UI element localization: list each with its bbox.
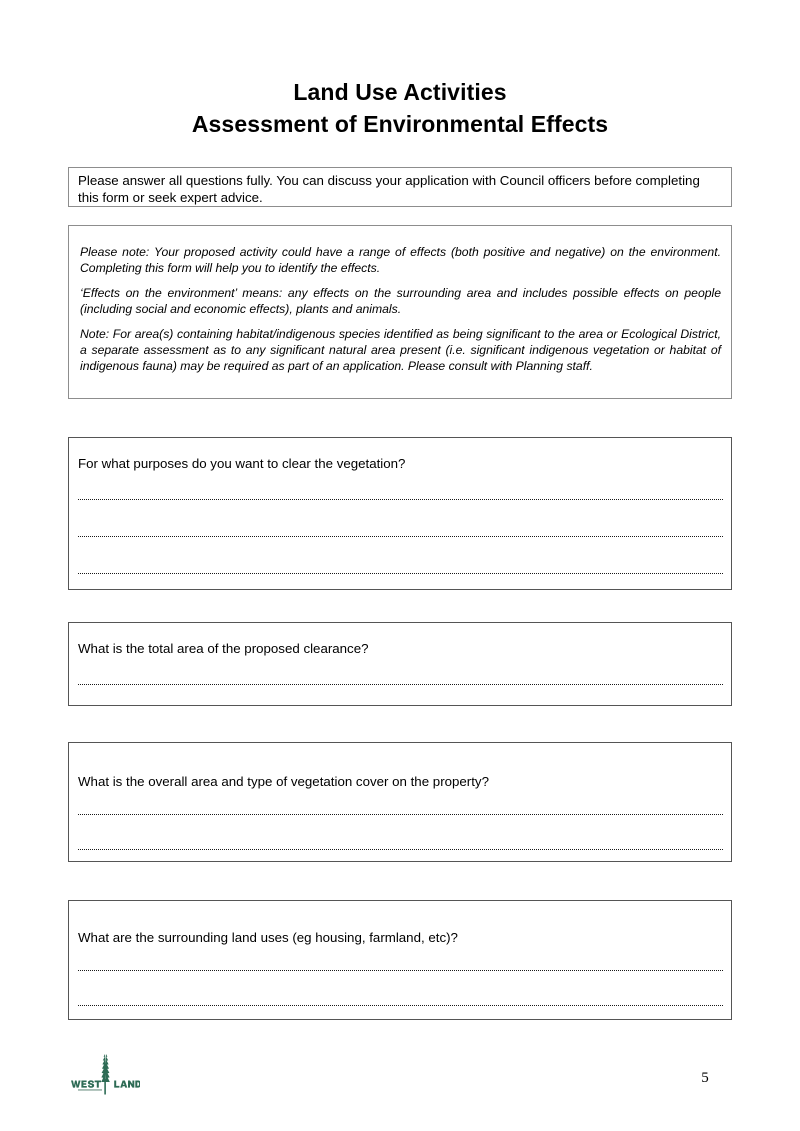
question-box-q3 [68, 742, 732, 862]
answer-line-q3-1[interactable] [78, 813, 723, 815]
answer-line-q1-2[interactable] [78, 535, 723, 537]
question-box-q4 [68, 900, 732, 1020]
answer-line-q3-2[interactable] [78, 848, 723, 850]
question-label-q3: What is the overall area and type of vegetation cover on the property? [78, 774, 489, 789]
note-paragraph-2: ‘Effects on the environment’ means: any effects on the surrounding area and includes possible effects on people (including social and economic effects), plants and animals. [80, 286, 721, 316]
answer-line-q2-1[interactable] [78, 683, 723, 685]
question-label-q1: For what purposes do you want to clear the vegetation? [78, 456, 406, 471]
instruction-box [68, 167, 732, 207]
note-paragraph-3: Note: For area(s) containing habitat/indigenous species identified as being significant to the area or Ecological District, a separate assessment as to any significant natural area present (i.e. significant indigenous vegetation or habitat of indigenous fauna) may be required as part of an application. Please consult with Planning staff. [80, 327, 721, 373]
page-title-line-2: Assessment of Environmental Effects [191, 111, 609, 137]
question-label-q4: What are the surrounding land uses (eg housing, farmland, etc)? [78, 930, 458, 945]
note-paragraph-1: Please note: Your proposed activity could have a range of effects (both positive and negative) on the environment. Completing this form will help you to identify the effects. [80, 245, 721, 275]
answer-line-q1-3[interactable] [78, 572, 723, 574]
question-label-q2: What is the total area of the proposed clearance? [78, 641, 369, 656]
question-box-q1 [68, 437, 732, 590]
answer-line-q1-1[interactable] [78, 498, 723, 500]
question-box-q2 [68, 622, 732, 706]
page-title-line-1: Land Use Activities [293, 79, 507, 105]
page-title [68, 76, 732, 140]
fern-tree-icon [70, 1052, 140, 1096]
please-note-box [68, 225, 732, 399]
page-number: 5 [701, 1070, 709, 1086]
answer-line-q4-2[interactable] [78, 1004, 723, 1006]
instruction-text: Please answer all questions fully. You can discuss your application with Council officers before completing this form or seek expert advice. [78, 173, 700, 205]
answer-line-q4-1[interactable] [78, 969, 723, 971]
westland-logo [70, 1052, 140, 1096]
